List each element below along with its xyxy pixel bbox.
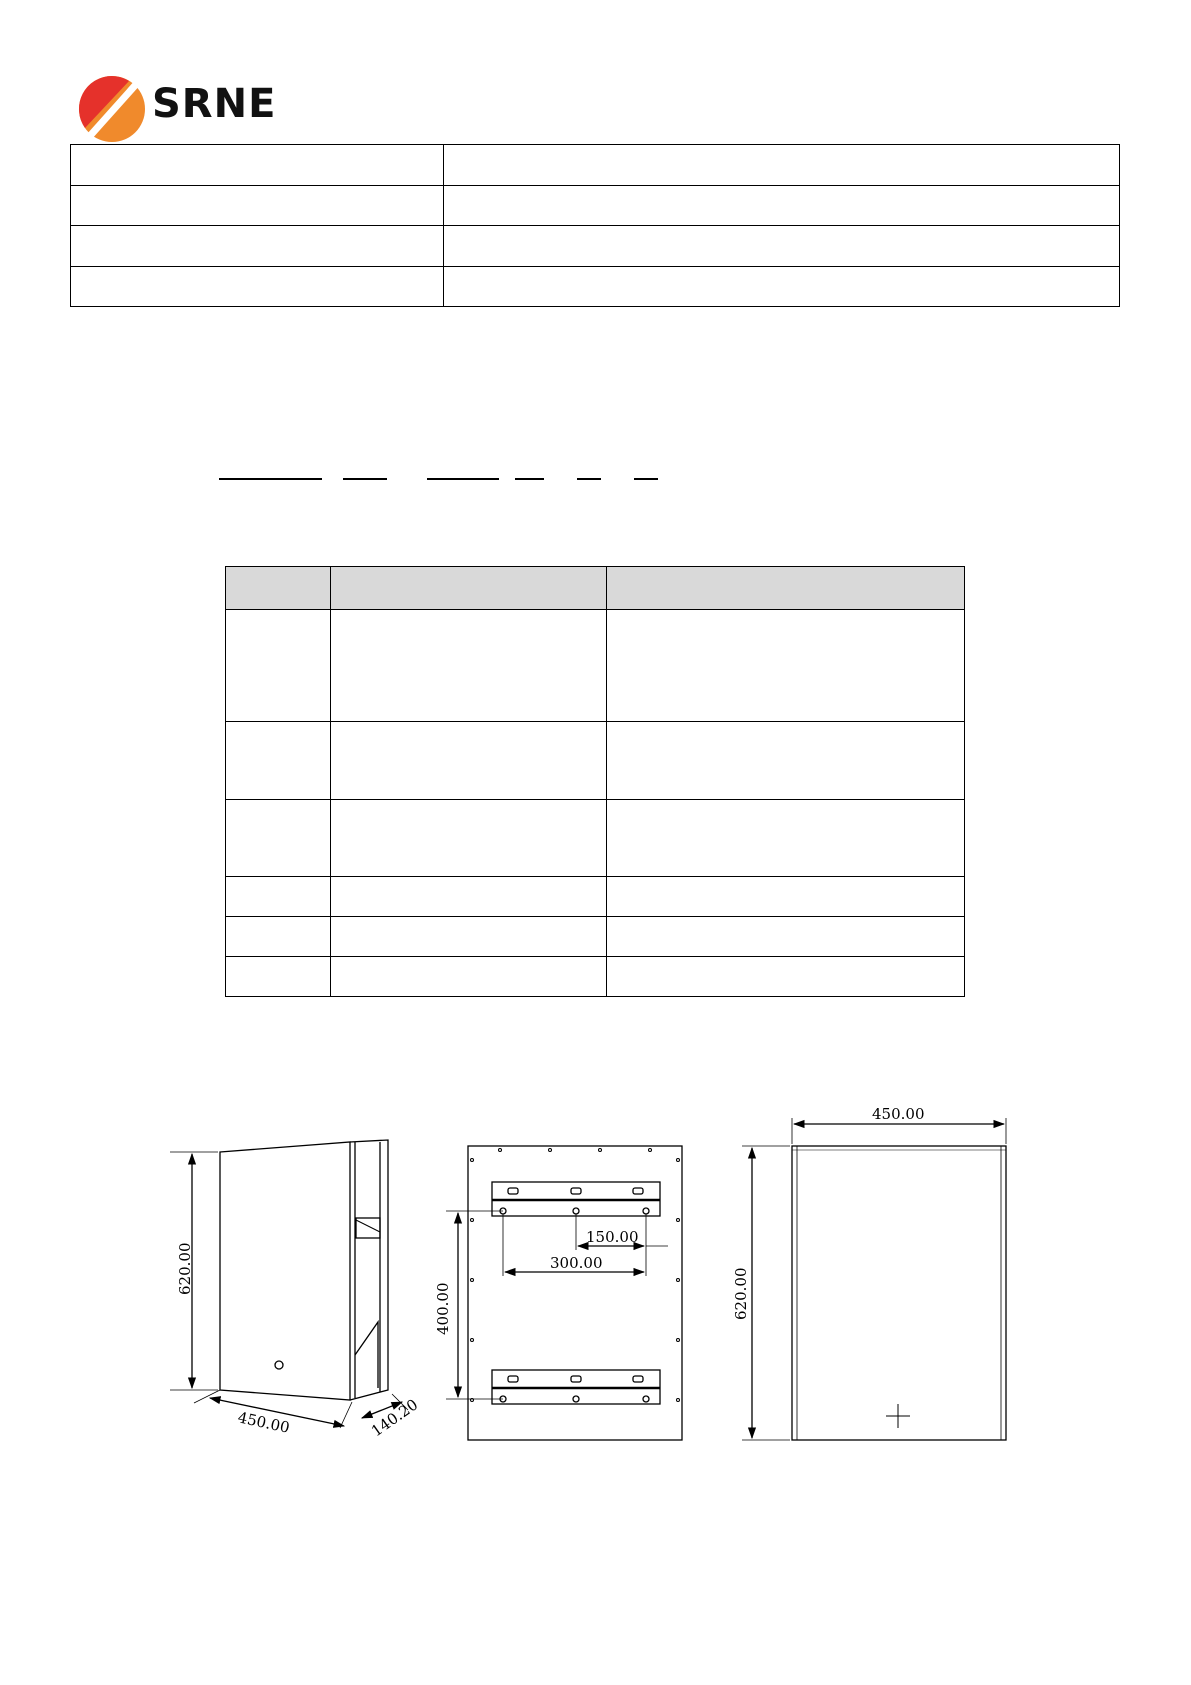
column-header xyxy=(331,567,607,610)
side-height-label: 620.00 xyxy=(176,1242,194,1295)
table-cell xyxy=(226,610,331,722)
spec-table xyxy=(225,566,965,997)
column-header xyxy=(226,567,331,610)
side-depth-label: 140.20 xyxy=(367,1395,422,1441)
bracket-spacing-large-label: 300.00 xyxy=(550,1254,603,1272)
dimension-drawings xyxy=(0,1090,1191,1450)
table-cell xyxy=(607,800,965,877)
table-cell xyxy=(331,957,607,997)
table-cell xyxy=(226,957,331,997)
bracket-spacing-small-label: 150.00 xyxy=(586,1228,639,1246)
blank-line xyxy=(427,478,499,480)
table-row xyxy=(71,185,1120,226)
column-header xyxy=(607,567,965,610)
table-row xyxy=(71,226,1120,267)
table-cell xyxy=(226,917,331,957)
table-row xyxy=(226,800,965,877)
table-cell xyxy=(71,145,444,186)
header-info-table xyxy=(70,144,1120,307)
table-row xyxy=(71,266,1120,307)
table-cell xyxy=(444,226,1120,267)
table-cell xyxy=(331,877,607,917)
blank-line xyxy=(219,478,322,480)
table-cell xyxy=(444,185,1120,226)
table-cell xyxy=(71,226,444,267)
table-cell xyxy=(607,610,965,722)
table-cell xyxy=(607,917,965,957)
table-row xyxy=(226,917,965,957)
side-view-drawing xyxy=(170,1140,408,1428)
blank-line xyxy=(343,478,387,480)
table-row xyxy=(226,877,965,917)
table-cell xyxy=(71,185,444,226)
table-cell xyxy=(331,800,607,877)
blank-line xyxy=(634,478,658,480)
front-height-label: 620.00 xyxy=(732,1267,750,1320)
table-cell xyxy=(331,722,607,800)
table-cell xyxy=(444,145,1120,186)
table-cell xyxy=(226,800,331,877)
brand-logo xyxy=(77,73,297,143)
front-width-label: 450.00 xyxy=(872,1105,925,1123)
front-view-drawing xyxy=(742,1118,1006,1440)
table-cell xyxy=(226,722,331,800)
table-cell xyxy=(331,917,607,957)
table-row xyxy=(226,722,965,800)
bracket-vertical-label: 400.00 xyxy=(434,1282,452,1335)
table-cell xyxy=(607,957,965,997)
table-row xyxy=(71,145,1120,186)
side-width-label: 450.00 xyxy=(236,1408,292,1437)
table-row xyxy=(226,610,965,722)
table-header-row xyxy=(226,567,965,610)
table-cell xyxy=(607,877,965,917)
bracket-view-drawing xyxy=(446,1146,682,1440)
brand-name: SRNE xyxy=(152,81,277,127)
table-cell xyxy=(444,266,1120,307)
table-cell xyxy=(607,722,965,800)
table-row xyxy=(226,957,965,997)
table-cell xyxy=(331,610,607,722)
blank-line xyxy=(577,478,601,480)
blank-line xyxy=(515,478,544,480)
table-cell xyxy=(226,877,331,917)
logo-icon xyxy=(77,73,149,143)
table-cell xyxy=(71,266,444,307)
